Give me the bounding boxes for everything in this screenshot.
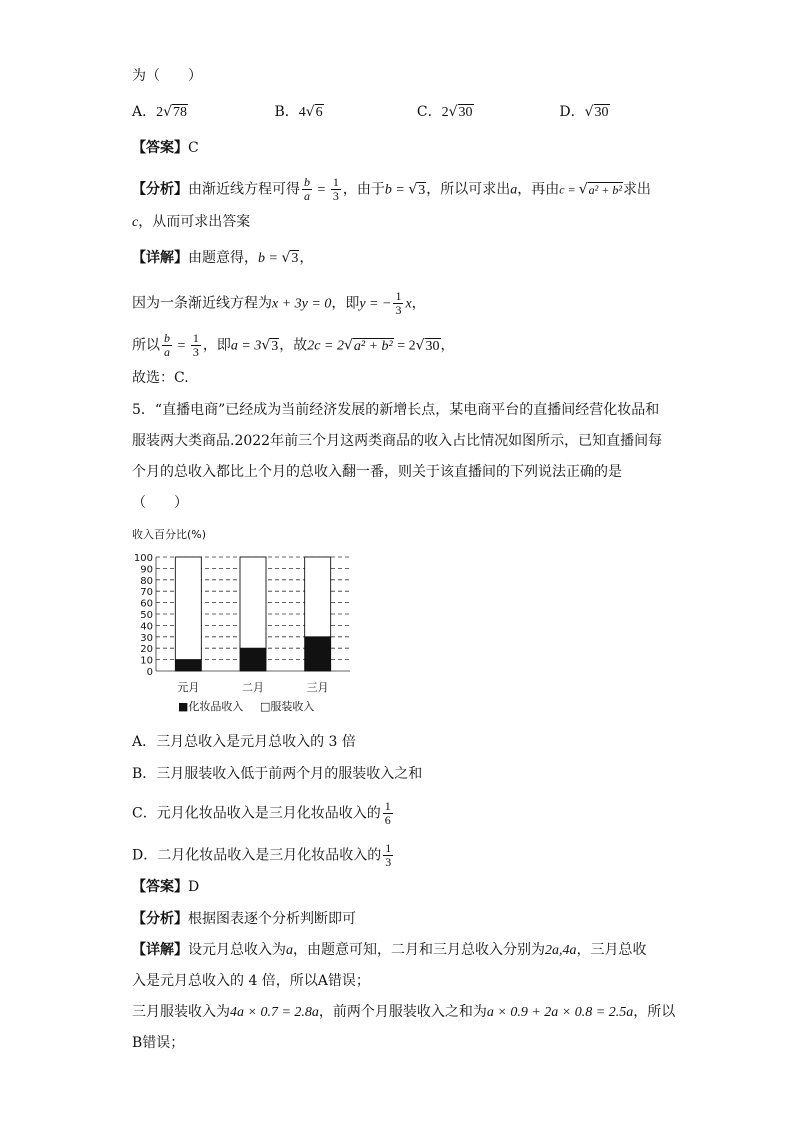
bar-cosmetics [240,648,266,671]
q5-detail-line3: 三月服装收入为4a × 0.7 = 2.8a，前两个月服装收入之和为a × 0.9 + 2a × 0.8 = 2.5a，所以 [132,1004,676,1020]
q5-detail-line1: 【详解】设元月总收入为a，由题意可知，二月和三月总收入分别为2a,4a，三月总收 [132,942,647,958]
chart-ylabel: 收入百分比(%) [132,528,207,541]
q4-option-d: D．√30 [559,104,609,120]
y-tick-label: 70 [140,587,153,599]
q5-option-c: C．元月化妆品收入是三月化妆品收入的 $\frac{1}{6}$ [132,799,391,827]
q5-analysis: 【分析】根据图表逐个分析判断即可 [132,911,356,927]
bar-clothing [175,557,201,660]
q5-stem-line4: （ ） [132,495,188,511]
y-tick-label: 30 [140,632,153,644]
q4-option-a: A．2√78 [132,104,188,120]
y-tick-label: 0 [146,667,153,678]
q4-analysis-line1: 【分析】由渐近线方程可得 $\frac{b}{a}$ = $\frac{1}{3}$ ，由于b = √3，所以可求出a，再由c = √a² + b²求出 [132,175,651,203]
y-tick-label: 60 [140,598,153,610]
q5-option-a: A．三月总收入是元月总收入的 3 倍 [132,734,356,750]
y-tick-label: 100 [133,553,153,564]
q4-answer: 【答案】C [132,140,199,156]
q5-stem-line1: 5．“直播电商”已经成为当前经济发展的新增长点，某电商平台的直播间经营化妆品和 [132,402,660,418]
y-tick-label: 40 [140,621,153,633]
q5-detail-line4: B错误； [132,1035,185,1051]
q4-detail-line3: 所以 $\frac{b}{a}$ = $\frac{1}{3}$ ，即a = 3√3，故2c = 2√a² + b² = 2√30， [132,331,455,359]
x-tick-label: 二月 [242,681,264,694]
income-share-chart [128,524,368,720]
y-tick-label: 20 [140,644,153,656]
bar-clothing [305,557,331,637]
legend-clothing: □服装收入 [260,700,315,713]
chart-y-ticks [134,553,153,678]
q5-option-b: B．三月服装收入低于前两个月的服装收入之和 [132,766,423,782]
q4-conclusion: 故选：C. [132,370,189,386]
y-tick-label: 10 [140,655,153,667]
y-tick-label: 90 [140,564,153,576]
q4-option-b: B．4√6 [274,104,323,120]
chart-bars [175,557,330,671]
y-tick-label: 80 [140,575,153,587]
q5-answer: 【答案】D [132,879,200,895]
q4-detail-line1: 【详解】由题意得，b = √3， [132,250,314,266]
q5-detail-line2: 入是元月总收入的 4 倍，所以A错误； [132,973,370,989]
chart-x-labels [177,681,328,694]
q4-options [132,102,697,123]
q5-option-d: D．二月化妆品收入是三月化妆品收入的 $\frac{1}{3}$ [132,841,392,869]
legend-cosmetics: ■化妆品收入 [178,700,244,713]
bar-clothing [240,557,266,648]
q4-option-c: C．2√30 [416,104,473,120]
bar-cosmetics [305,637,331,671]
bar-cosmetics [175,660,201,671]
q5-stem-line2: 服装两大类商品.2022年前三个月这两类商品的收入占比情况如图所示，已知直播间每 [132,433,663,449]
q5-stem-line3: 个月的总收入都比上个月的总收入翻一番，则关于该直播间的下列说法正确的是 [132,464,622,480]
q4-analysis-line2: c，从而可求出答案 [132,214,251,230]
x-tick-label: 元月 [177,681,200,694]
q4-tail: 为（ ） [132,68,202,84]
x-tick-label: 三月 [306,681,329,694]
y-tick-label: 50 [140,610,153,621]
q4-detail-line2: 因为一条渐近线方程为x + 3y = 0，即y = − $\frac{1}{3}$ x， [132,289,426,317]
